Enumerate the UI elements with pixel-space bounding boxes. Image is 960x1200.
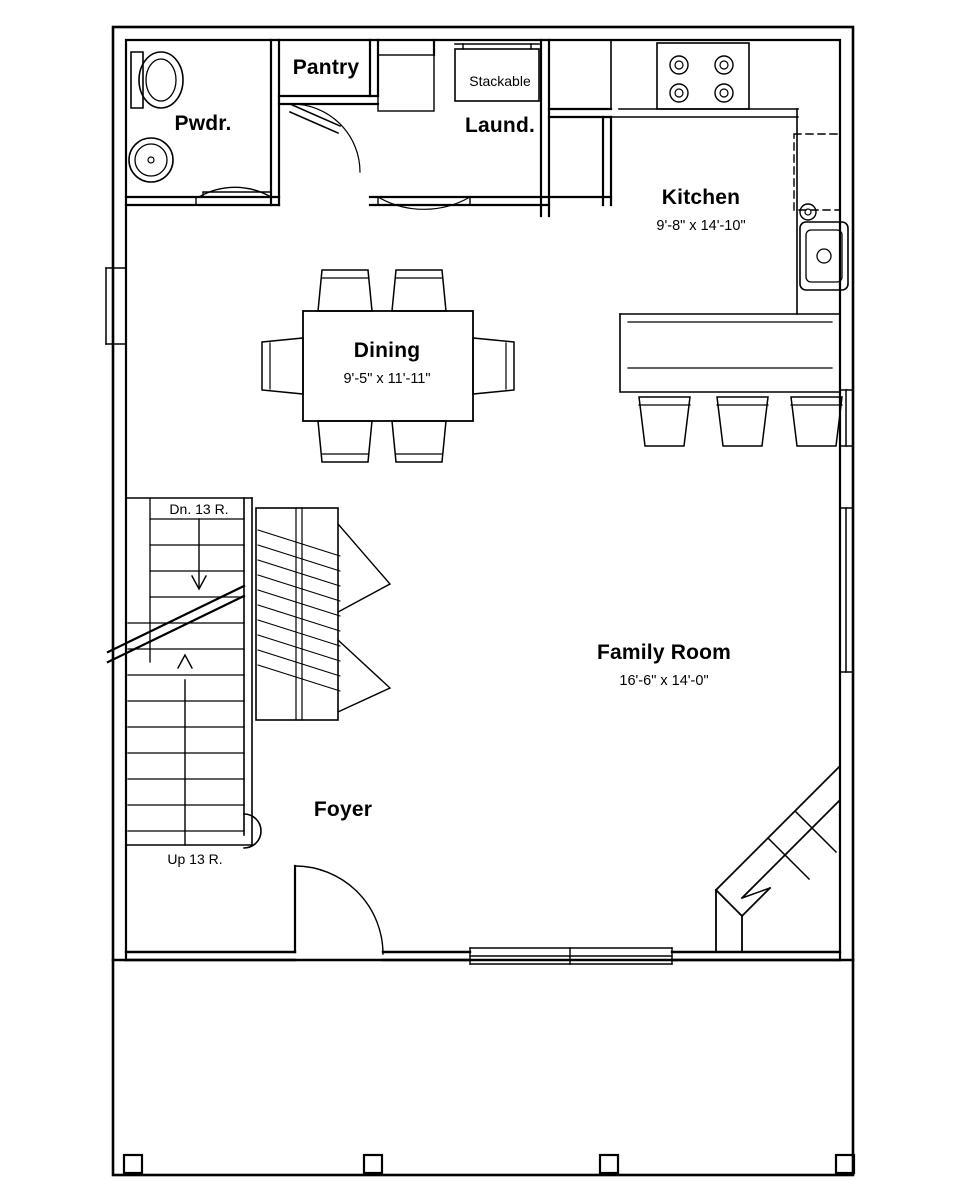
room-dims-dining: 9'-5" x 11'-11" (343, 371, 431, 387)
room-label-foyer: Foyer (313, 798, 373, 821)
appliance-label-stackable: Stackable (469, 73, 531, 89)
stair-label-up: Up 13 R. (167, 851, 223, 867)
room-label-pantry: Pantry (292, 56, 360, 79)
room-label-laund: Laund. (464, 114, 536, 137)
room-dims-family-room: 16'-6" x 14'-0" (619, 673, 709, 689)
room-label-family-room: Family Room (596, 641, 732, 664)
room-dims-kitchen: 9'-8" x 14'-10" (656, 218, 746, 234)
room-label-pwdr: Pwdr. (174, 112, 232, 135)
room-label-dining: Dining (353, 339, 421, 362)
stair-label-down: Dn. 13 R. (169, 501, 229, 517)
room-label-kitchen: Kitchen (661, 186, 741, 209)
